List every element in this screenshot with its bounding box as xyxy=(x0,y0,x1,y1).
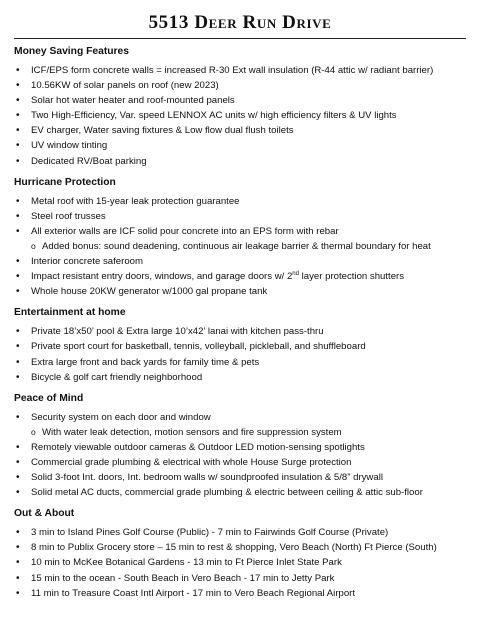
list-item: • Commercial grade plumbing & electrical with whole House Surge protection xyxy=(14,455,466,470)
list-item: • EV charger, Water saving fixtures & Low flow dual flush toilets xyxy=(14,123,466,138)
list-item: • 10.56KW of solar panels on roof (new 2023) xyxy=(14,78,466,93)
out-and-about-list xyxy=(14,525,466,600)
list-item: • Solar hot water heater and roof-mounted panels xyxy=(14,93,466,108)
ordinal-superscript: nd xyxy=(292,271,299,278)
impact-text-start: Impact resistant entry doors, windows, and garage doors w/ 2 xyxy=(31,271,293,283)
list-item: • 8 min to Publix Grocery store – 15 min to rest & shopping, Vero Beach (North) Ft Pierce (South) xyxy=(14,540,466,555)
list-item: • Solid 3-foot Int. doors, Int. bedroom walls w/ soundproofed insulation & 5/8” drywall xyxy=(14,470,466,485)
section-heading-hurricane: Hurricane Protection xyxy=(14,176,116,188)
list-item: • All exterior walls are ICF solid pour concrete into an EPS form with rebar xyxy=(14,224,466,239)
section-heading-peace-of-mind: Peace of Mind xyxy=(14,392,84,404)
list-item: • Solid metal AC ducts, commercial grade plumbing & electric between ceiling & attic sub-floor xyxy=(14,485,466,500)
entertainment-list xyxy=(14,324,466,384)
section-heading-out-and-about: Out & About xyxy=(14,508,75,520)
list-item: • Whole house 20KW generator w/1000 gal propane tank xyxy=(14,284,466,299)
impact-text-end: layer protection shutters xyxy=(298,271,405,283)
list-item: • Private sport court for basketball, tennis, volleyball, pickleball, and shuffleboard xyxy=(14,339,466,354)
list-item-impact xyxy=(14,269,466,284)
sub-list-item: o Added bonus: sound deadening, continuous air leakage barrier & thermal boundary for heat xyxy=(14,239,466,254)
page-title: 5513 Deer Run Drive xyxy=(148,12,332,33)
section-heading-entertainment: Entertainment at home xyxy=(14,307,126,319)
list-item: • Two High-Efficiency, Var. speed LENNOX AC units w/ high efficiency filters & UV lights xyxy=(14,108,466,123)
list-item: • UV window tinting xyxy=(14,138,466,153)
list-item: • Private 18’x50’ pool & Extra large 10’x42’ lanai with kitchen pass-thru xyxy=(14,324,466,339)
list-item: • Remotely viewable outdoor cameras & Outdoor LED motion-sensing spotlights xyxy=(14,440,466,455)
list-item: • Interior concrete saferoom xyxy=(14,254,466,269)
section-heading-money-saving: Money Saving Features xyxy=(14,46,130,57)
money-saving-list xyxy=(14,63,466,169)
peace-of-mind-list xyxy=(14,410,466,501)
list-item: • Dedicated RV/Boat parking xyxy=(14,154,466,169)
list-item: • ICF/EPS form concrete walls = increased R-30 Ext wall insulation (R-44 attic w/ radiant barrier) xyxy=(14,63,466,78)
sub-list-item: o With water leak detection, motion sensors and fire suppression system xyxy=(14,425,466,440)
list-item: • 10 min to McKee Botanical Gardens - 13 min to Ft Pierce Inlet State Park xyxy=(14,555,466,570)
list-item: • Steel roof trusses xyxy=(14,209,466,224)
list-item: • 15 min to the ocean - South Beach in Vero Beach - 17 min to Jetty Park xyxy=(14,571,466,586)
hurricane-list xyxy=(14,194,466,300)
list-item: • Bicycle & golf cart friendly neighborhood xyxy=(14,370,466,385)
list-item: • 3 min to Island Pines Golf Course (Public) - 7 min to Fairwinds Golf Course (Private) xyxy=(14,525,466,540)
list-item: • Extra large front and back yards for family time & pets xyxy=(14,355,466,370)
title-divider xyxy=(14,38,466,39)
list-item: • Security system on each door and window xyxy=(14,410,466,425)
list-item: • Metal roof with 15-year leak protection guarantee xyxy=(14,194,466,209)
list-item: • 11 min to Treasure Coast Intl Airport - 17 min to Vero Beach Regional Airport xyxy=(14,586,466,601)
